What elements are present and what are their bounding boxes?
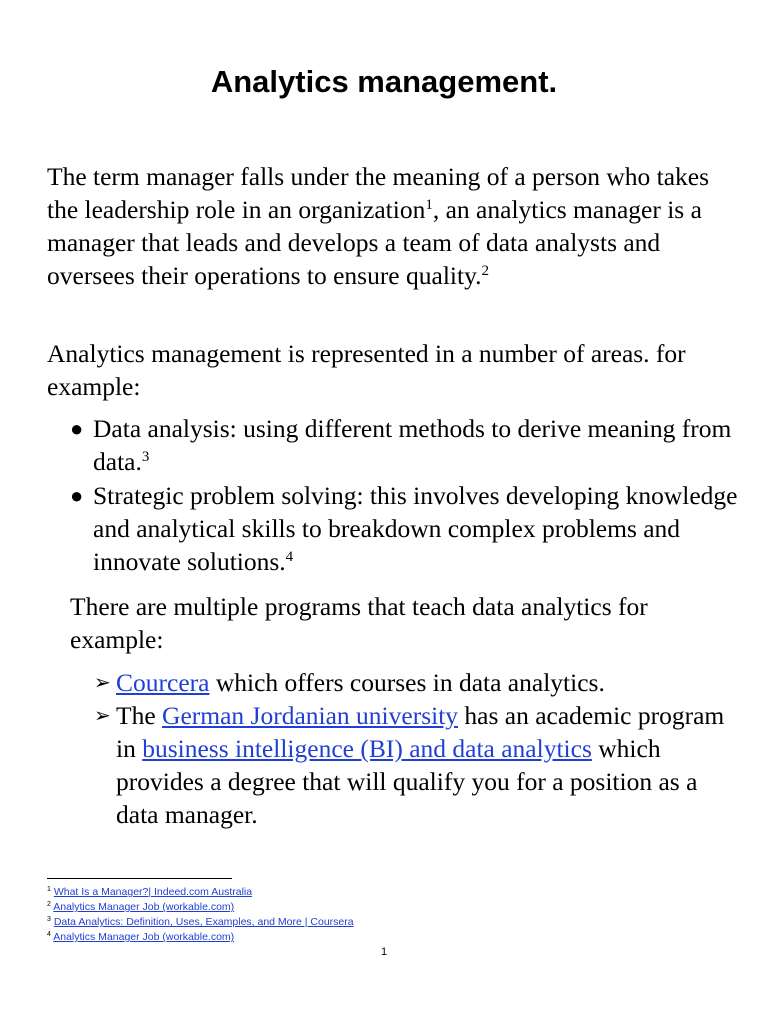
courcera-link[interactable]: Courcera (116, 668, 210, 697)
program-2-mid: has an academic program in (116, 701, 725, 763)
footnote (47, 900, 647, 915)
bullet-icon: ● (70, 483, 84, 508)
footnote-number: 4 (47, 931, 51, 938)
footnote-number: 3 (47, 916, 51, 923)
intro-text-1: The term manager falls under the meaning of a person who takes the leadership role in an organization (47, 162, 710, 224)
list-item (94, 666, 734, 699)
programs-list (94, 666, 734, 831)
footnote-link-3[interactable]: Data Analytics: Definition, Uses, Examples, and More | Coursera (53, 916, 354, 928)
page-number: 1 (380, 946, 388, 958)
page-title: Analytics management. (210, 64, 558, 99)
footnote-link-2[interactable]: Analytics Manager Job (workable.com) (53, 901, 235, 913)
bi-data-analytics-link[interactable]: business intelligence (BI) and data analytics (142, 734, 592, 763)
bullet-icon: ● (70, 416, 84, 441)
arrow-bullet-icon: ➢ (94, 670, 111, 694)
list-item (70, 412, 740, 478)
footnote (47, 930, 647, 945)
program-2-prefix: The (116, 701, 163, 730)
footnote-number: 2 (47, 901, 51, 908)
intro-paragraph (47, 160, 737, 292)
bullet-text: Strategic problem solving: this involves developing knowledge and analytical skills to breakdown complex problems and innovate solutions. (93, 481, 738, 576)
footnote (47, 885, 647, 900)
footnote (47, 915, 647, 930)
bullet-text: Data analysis: using different methods to derive meaning from data. (93, 414, 732, 476)
arrow-bullet-icon: ➢ (94, 703, 111, 727)
programs-intro-paragraph: There are multiple programs that teach data analytics for example: (70, 592, 648, 654)
footnote-ref-2: 2 (481, 263, 490, 279)
list-item (70, 479, 740, 578)
footnote-ref-4: 4 (285, 549, 294, 565)
list-item (94, 699, 734, 831)
footnote-link-4[interactable]: Analytics Manager Job (workable.com) (53, 931, 235, 943)
areas-list (70, 412, 740, 579)
footnote-ref-1: 1 (425, 197, 433, 213)
footnote-separator (47, 878, 232, 879)
footnote-ref-3: 3 (141, 449, 150, 465)
intro-text-2: , an analytics manager is a manager that leads and develops a team of data analysts and oversees their operations to ensure quality. (47, 195, 702, 290)
program-1-text: which offers courses in data analytics. (209, 668, 605, 697)
german-jordanian-university-link[interactable]: German Jordanian university (162, 701, 459, 730)
program-2-suffix: which provides a degree that will qualify you for a position as a data manager. (116, 734, 698, 829)
footnotes (47, 885, 647, 945)
footnote-number: 1 (47, 886, 51, 893)
footnote-link-1[interactable]: What Is a Manager?| Indeed.com Australia (53, 886, 253, 898)
areas-intro-paragraph: Analytics management is represented in a number of areas. for example: (47, 339, 686, 401)
